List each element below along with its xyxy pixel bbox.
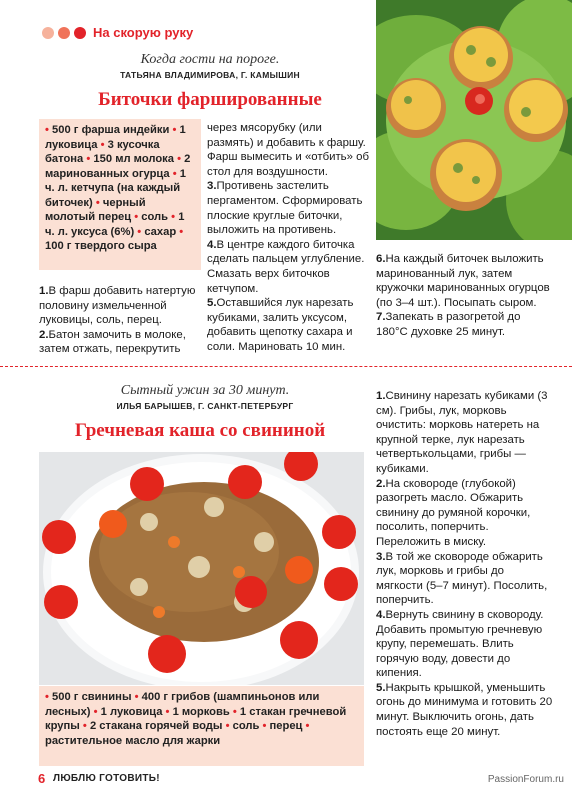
step-text: В той же сковороде обжарить лук, морковь и грибы до мягкости (5–7 минут). Посолить, поперчить. [376, 550, 548, 607]
step-text: Накрыть крышкой, уменьшить огонь до минимума и готовить 20 минут. Выключить огонь, дать постоять еще 20 минут. [376, 681, 553, 738]
recipe2-subtitle: Сытный ужин за 30 минут. [120, 383, 290, 398]
bullet: • [90, 705, 101, 718]
bullet: • [229, 705, 240, 718]
step-number: 3. [376, 550, 386, 563]
bullet: • [131, 691, 142, 703]
bullet: • [173, 153, 185, 165]
recipe2-step-2 [376, 477, 554, 550]
recipe1-step-3 [207, 179, 369, 237]
section-divider [0, 366, 572, 368]
step-number: 5. [376, 681, 386, 694]
recipe2-ingredients: • 500 г свинины • 400 г грибов (шампиньонов или лесных) • 1 луковица • 1 морковь • 1 стакан гречневой крупы • 2 стакана горячей воды • соль • перец • растительное масло для жарки [39, 686, 364, 766]
bullet: • [169, 124, 180, 136]
step-text: На каждый биточек выложить маринованный лук, затем кружочки маринованных огурцов (по 3–4 шт.). Посыпать сыром. [376, 253, 550, 309]
section-tag: На скорую руку [93, 25, 194, 40]
bullet: • [162, 705, 173, 718]
recipe2-title: Гречневая каша со свининой [74, 420, 326, 441]
bullet: • [168, 211, 179, 223]
bullet: • [45, 124, 53, 136]
bullet: • [222, 720, 233, 732]
recipe1-steps-col2 [207, 121, 369, 355]
page-number: 6 [38, 771, 46, 786]
recipe2-step-5 [376, 681, 554, 739]
recipe1-ingredients: • 500 г фарша индейки • 1 луковица • 3 кусочка батона • 150 мл молока • 2 маринованных огурца • 1 ч. л. кетчупа (на каждый биточек) • черный молотый перец • соль • 1 ч. л. уксуса (6%) • сахар • 100 г твердого сыра [39, 119, 201, 270]
recipe2-steps [376, 389, 554, 739]
recipe1-step-2-cont [207, 121, 369, 179]
bullet: • [134, 225, 145, 238]
step-text: через мясорубку (или размять) и добавить к фаршу. Фарш вымесить и «отбить» об стол для воздушности. [207, 122, 369, 178]
bullet: • [302, 720, 310, 732]
bullet: • [169, 167, 180, 180]
dot-light [42, 27, 54, 39]
bullet: • [79, 720, 90, 732]
step-number: 2. [376, 477, 386, 490]
dot-dark [74, 27, 86, 39]
recipe2-step-1 [376, 389, 554, 477]
step-text: Противень застелить пергаментом. Сформировать плоские круглые биточки, выложить на противень. [207, 180, 363, 237]
recipe1-step-5 [207, 296, 369, 354]
recipe1-title: Биточки фаршированные [98, 89, 322, 110]
step-number: 5. [207, 297, 217, 310]
bullet: • [131, 211, 142, 223]
step-text: В фарш добавить натертую половину измельченной луковицы, соль, перец. [39, 285, 196, 327]
recipe1-step-1 [39, 284, 201, 328]
step-number: 4. [376, 608, 386, 621]
bullet: • [259, 720, 270, 732]
recipe1-step-6 [376, 252, 554, 310]
step-number: 1. [39, 285, 49, 297]
recipe2-byline: ИЛЬЯ БАРЫШЕВ, Г. САНКТ-ПЕТЕРБУРГ [116, 401, 294, 411]
bullet: • [97, 138, 108, 151]
watermark: PassionForum.ru [487, 774, 564, 785]
bullet: • [92, 196, 103, 209]
step-number: 4. [207, 238, 217, 251]
step-text: Запекать в разогретой до 180°С духовке 25 минут. [376, 311, 521, 338]
step-number: 6. [376, 253, 386, 265]
recipe1-step-2 [39, 328, 201, 357]
dot-medium [58, 27, 70, 39]
step-text: В центре каждого биточка сделать пальцем углубление. Смазать верх биточков кетчупом. [207, 238, 365, 295]
step-text: Батон замочить в молоке, затем отжать, перекрутить [39, 328, 186, 356]
magazine-name: ЛЮБЛЮ ГОТОВИТЬ! [53, 773, 160, 784]
recipe2-step-4 [376, 608, 554, 681]
bullet: • [83, 153, 94, 165]
step-number: 7. [376, 311, 386, 324]
header-dots [42, 27, 86, 39]
bullet: • [45, 691, 53, 703]
recipe1-steps-col3 [376, 252, 554, 340]
recipe2-step-3 [376, 550, 554, 608]
step-text: Оставшийся лук нарезать кубиками, залить уксусом, добавить щепотку сахара и соли. Мариновать 10 мин. [207, 297, 354, 353]
recipe1-step-4 [207, 238, 369, 296]
step-text: Вернуть свинину в сковороду. Добавить промытую гречневую крупу, перемешать. Влить горячую воду, довести до кипения. [376, 608, 544, 680]
step-text: На сковороде (глубокой) разогреть масло. Обжарить свинину до румяной корочки, посолить, поперчить. Переложить в миску. [376, 477, 531, 548]
recipe1-byline: ТАТЬЯНА ВЛАДИМИРОВА, Г. КАМЫШИН [120, 70, 300, 80]
step-text: Свинину нарезать кубиками (3 см). Грибы, лук, морковь очистить: морковь натереть на крупной терке, лук нарезать четвертькольцами, грибы — кубиками. [376, 390, 548, 475]
recipe2-photo [39, 452, 364, 685]
recipe1-subtitle: Когда гости на пороге. [140, 52, 280, 67]
step-number: 2. [39, 328, 49, 341]
step-number: 1. [376, 390, 386, 402]
recipe1-photo [376, 0, 572, 240]
recipe1-steps-col1 [39, 284, 201, 357]
bullet: • [176, 225, 184, 238]
recipe1-step-7 [376, 310, 554, 339]
step-number: 3. [207, 180, 217, 193]
